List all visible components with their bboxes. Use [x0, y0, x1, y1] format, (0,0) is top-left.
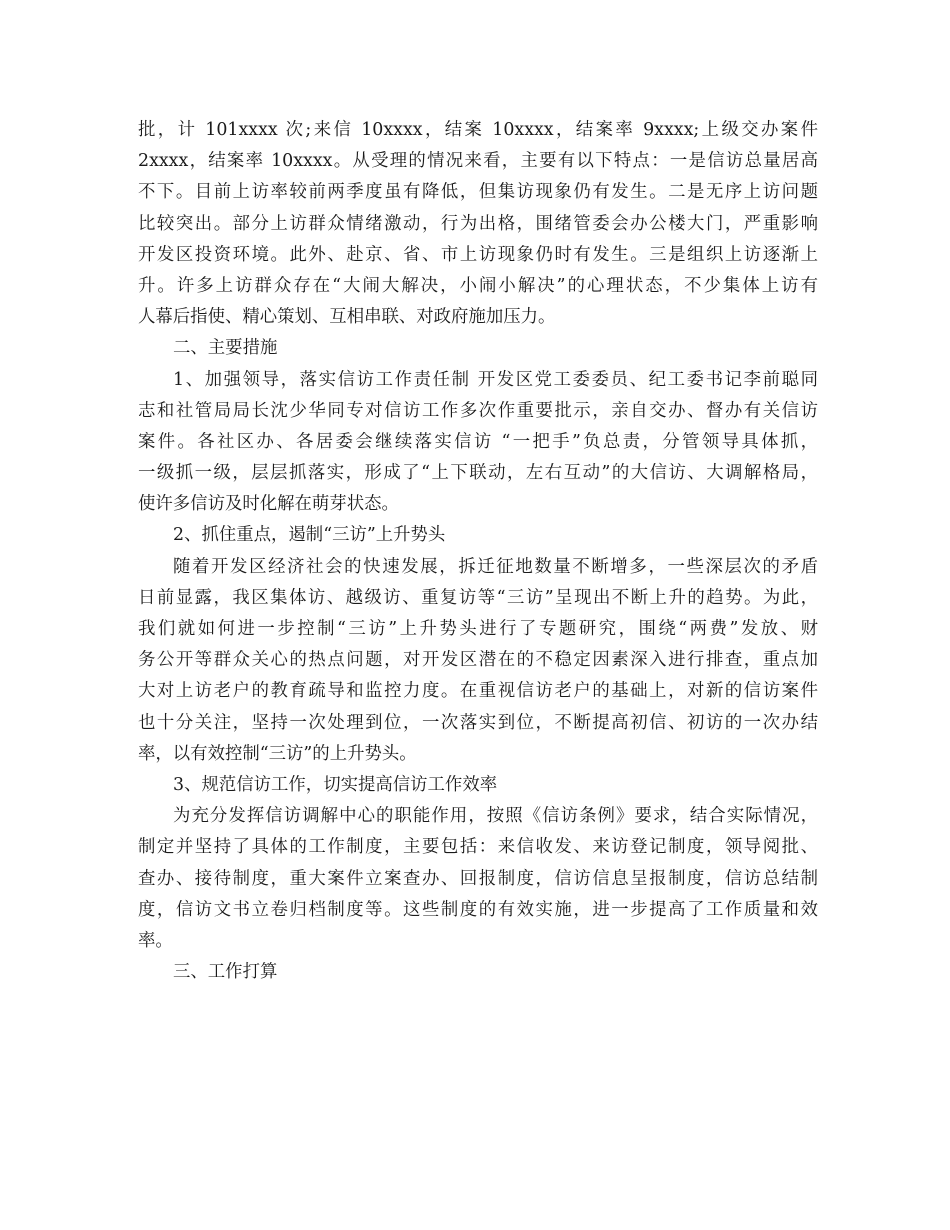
text-line: 随着开发区经济社会的快速发展，拆迁征地数量不断增多，一些深层次的矛盾	[173, 556, 818, 577]
text-line: 务公开等群众关心的热点问题，对开发区潜在的不稳定因素深入进行排查，重点加	[138, 650, 818, 671]
text-line: 不下。目前上访率较前两季度虽有降低，但集访现象仍有发生。二是无序上访问题	[138, 182, 818, 203]
text-line: 志和社管局局长沈少华同专对信访工作多次作重要批示，亲自交办、督办有关信访	[138, 400, 818, 421]
text-line: 日前显露，我区集体访、越级访、重复访等“三访”呈现出不断上升的趋势。为此，	[138, 587, 818, 608]
text-line: 一级抓一级，层层抓落实，形成了“上下联动，左右互动”的大信访、大调解格局，	[138, 463, 818, 484]
text-line: 使许多信访及时化解在萌芽状态。	[138, 494, 399, 515]
text-line: 也十分关注，坚持一次处理到位，一次落实到位，不断提高初信、初访的一次办结	[138, 712, 818, 733]
document-body	[138, 115, 818, 988]
section-heading: 3、规范信访工作，切实提高信访工作效率	[173, 774, 498, 795]
text-line: 2xxxx，结案率 10xxxx。从受理的情况来看，主要有以下特点：一是信访总量居高	[138, 151, 818, 172]
text-line: 为充分发挥信访调解中心的职能作用，按照《信访条例》要求，结合实际情况，	[173, 806, 818, 827]
section-heading: 三、工作打算	[173, 962, 278, 983]
text-line: 度，信访文书立卷归档制度等。这些制度的有效实施，进一步提高了工作质量和效	[138, 899, 818, 920]
text-line: 案件。各社区办、各居委会继续落实信访 “一把手”负总责，分管领导具体抓，	[138, 431, 818, 452]
text-line: 率。	[138, 930, 173, 951]
text-line: 人幕后指使、精心策划、互相串联、对政府施加压力。	[138, 307, 556, 328]
text-line: 率，以有效控制“三访”的上升势头。	[138, 743, 417, 764]
text-line: 大对上访老户的教育疏导和监控力度。在重视信访老户的基础上，对新的信访案件	[138, 681, 818, 702]
text-line: 我们就如何进一步控制“三访”上升势头进行了专题研究，围绕“两费”发放、财	[138, 619, 818, 639]
text-line: 1、加强领导，落实信访工作责任制 开发区党工委委员、纪工委书记李前聪同	[173, 369, 818, 390]
text-line: 制定并坚持了具体的工作制度，主要包括：来信收发、来访登记制度，领导阅批、	[138, 837, 818, 858]
text-line: 开发区投资环境。此外、赴京、省、市上访现象仍时有发生。三是组织上访逐渐上	[138, 244, 818, 265]
text-line: 比较突出。部分上访群众情绪激动，行为出格，围绪管委会办公楼大门，严重影响	[138, 213, 818, 234]
text-line: 升。许多上访群众存在“大闹大解决，小闹小解决”的心理状态，不少集体上访有	[138, 275, 818, 296]
text-line: 批，计 101xxxx 次;来信 10xxxx，结案 10xxxx，结案率 9xxxx;上级交办案件	[138, 120, 818, 140]
section-heading: 2、抓住重点，遏制“三访”上升势头	[173, 525, 446, 546]
section-heading: 二、主要措施	[173, 338, 278, 359]
text-line: 查办、接待制度，重大案件立案查办、回报制度，信访信息呈报制度，信访总结制	[138, 868, 818, 889]
